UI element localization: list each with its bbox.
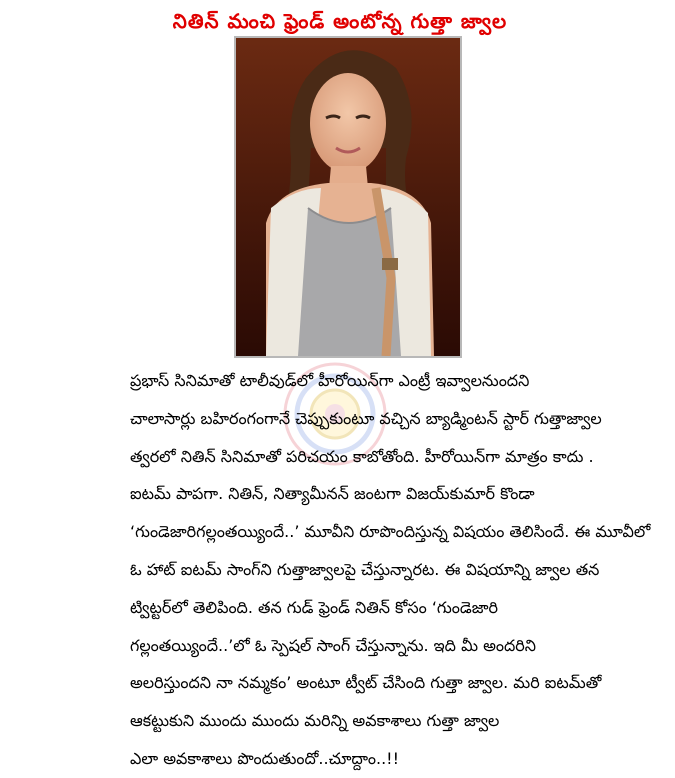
- portrait-image: [236, 38, 460, 356]
- article-line: ‘గుండెజారిగల్లంతయ్యిందే..’ మూవీని రూపొందిస్తున్న విషయం తెలిసిందే. ఈ మూవీలో: [130, 522, 651, 542]
- article-line: ఆకట్టుకుని ముందు ముందు మరిన్ని అవకాశాలు గుత్తా జ్వాల: [130, 711, 500, 731]
- article-photo: [234, 36, 462, 358]
- article-body: [130, 362, 650, 778]
- article-line: ఓ హాట్ ఐటమ్ సాంగ్‌ని గుత్తాజ్వాలపై చేస్తున్నారట. ఈ విషయాన్ని జ్వాల తన: [130, 559, 600, 579]
- headline: నితిన్ మంచి ఫ్రెండ్ అంటోన్న గుత్తా జ్వాల: [172, 9, 508, 33]
- article-line: ప్రభాస్ సినిమాతో టాలీవుడ్‌లో హీరోయిన్‌గా ఎంట్రీ ఇవ్వాలనుందని: [130, 371, 530, 390]
- article-line: ఐటమ్ పాపగా. నితిన్, నిత్యామీనన్ జంటగా విజయ్‌కుమార్ కొండా: [130, 484, 535, 504]
- article-line: ఎలా అవకాశాలు పొందుతుందో..చూద్దాం..!!: [130, 748, 400, 768]
- article-line: గల్లంతయ్యిందే..’లో ఓ స్పెషల్ సాంగ్ చేస్తున్నాను. ఇది మీ అందరిని: [130, 635, 537, 655]
- article-line: ట్విట్టర్‌లో తెలిపింది. తన గుడ్ ఫ్రెండ్ నితిన్ కోసం ‘గుండెజారి: [130, 597, 498, 617]
- article-line: చాలాసార్లు బహిరంగంగానే చెప్పుకుంటూ వచ్చిన బ్యాడ్మింటన్ స్టార్ గుత్తాజ్వాల: [130, 408, 602, 428]
- article-line: అలరిస్తుందని నా నమ్మకం’ అంటూ ట్వీట్ చేసింది గుత్తా జ్వాల. మరి ఐటమ్‌తో: [130, 673, 602, 693]
- article-line: త్వరలో నితిన్ సినిమాతో పరిచయం కాబోతోంది. హీరోయిన్‌గా మాత్రం కాదు .: [130, 446, 594, 466]
